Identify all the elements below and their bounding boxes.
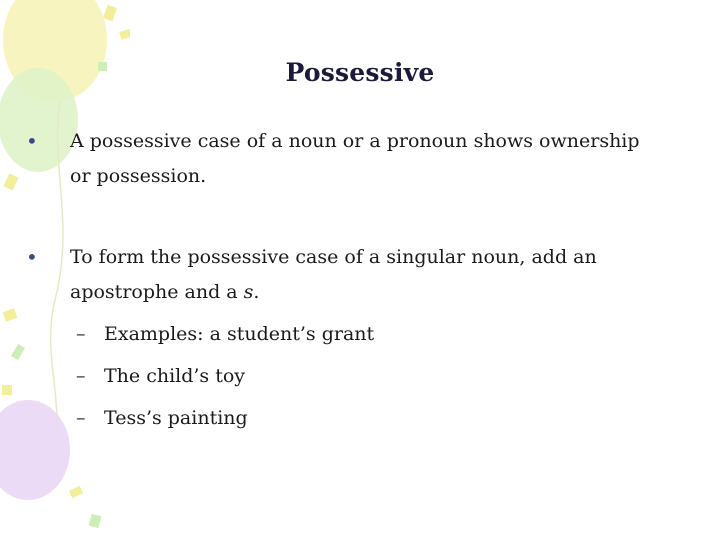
sub-marker: – — [76, 323, 86, 345]
confetti-piece — [119, 28, 130, 39]
sub-item — [26, 359, 666, 394]
bullet-text: A possessive case of a noun or a pronoun shows ownership or possession. — [70, 130, 640, 187]
sub-marker: – — [76, 407, 86, 429]
slide-title: Possessive — [285, 58, 435, 87]
confetti-piece — [89, 514, 102, 528]
confetti-piece — [103, 5, 117, 22]
confetti-piece — [11, 344, 25, 360]
sub-text: The child’s toy — [104, 365, 246, 387]
bullet-marker: • — [26, 129, 38, 153]
confetti-piece — [69, 486, 83, 498]
bullet-item — [26, 124, 666, 194]
sub-marker: – — [76, 365, 86, 387]
confetti-piece — [2, 385, 12, 395]
confetti-piece — [4, 174, 19, 191]
slide-body — [26, 124, 666, 482]
sub-item — [26, 317, 666, 352]
bullet-text-end: . — [253, 281, 260, 303]
sub-text: Tess’s painting — [104, 407, 248, 429]
confetti-piece — [3, 308, 18, 322]
bullet-text — [70, 246, 597, 303]
bullet-text-italic: s — [243, 281, 254, 303]
sub-text: Examples: a student’s grant — [104, 323, 375, 345]
bullet-marker: • — [26, 245, 38, 269]
bullet-item — [26, 240, 666, 436]
sub-item — [26, 401, 666, 436]
bullet-text-main: To form the possessive case of a singular noun, add an apostrophe and a — [70, 246, 597, 303]
